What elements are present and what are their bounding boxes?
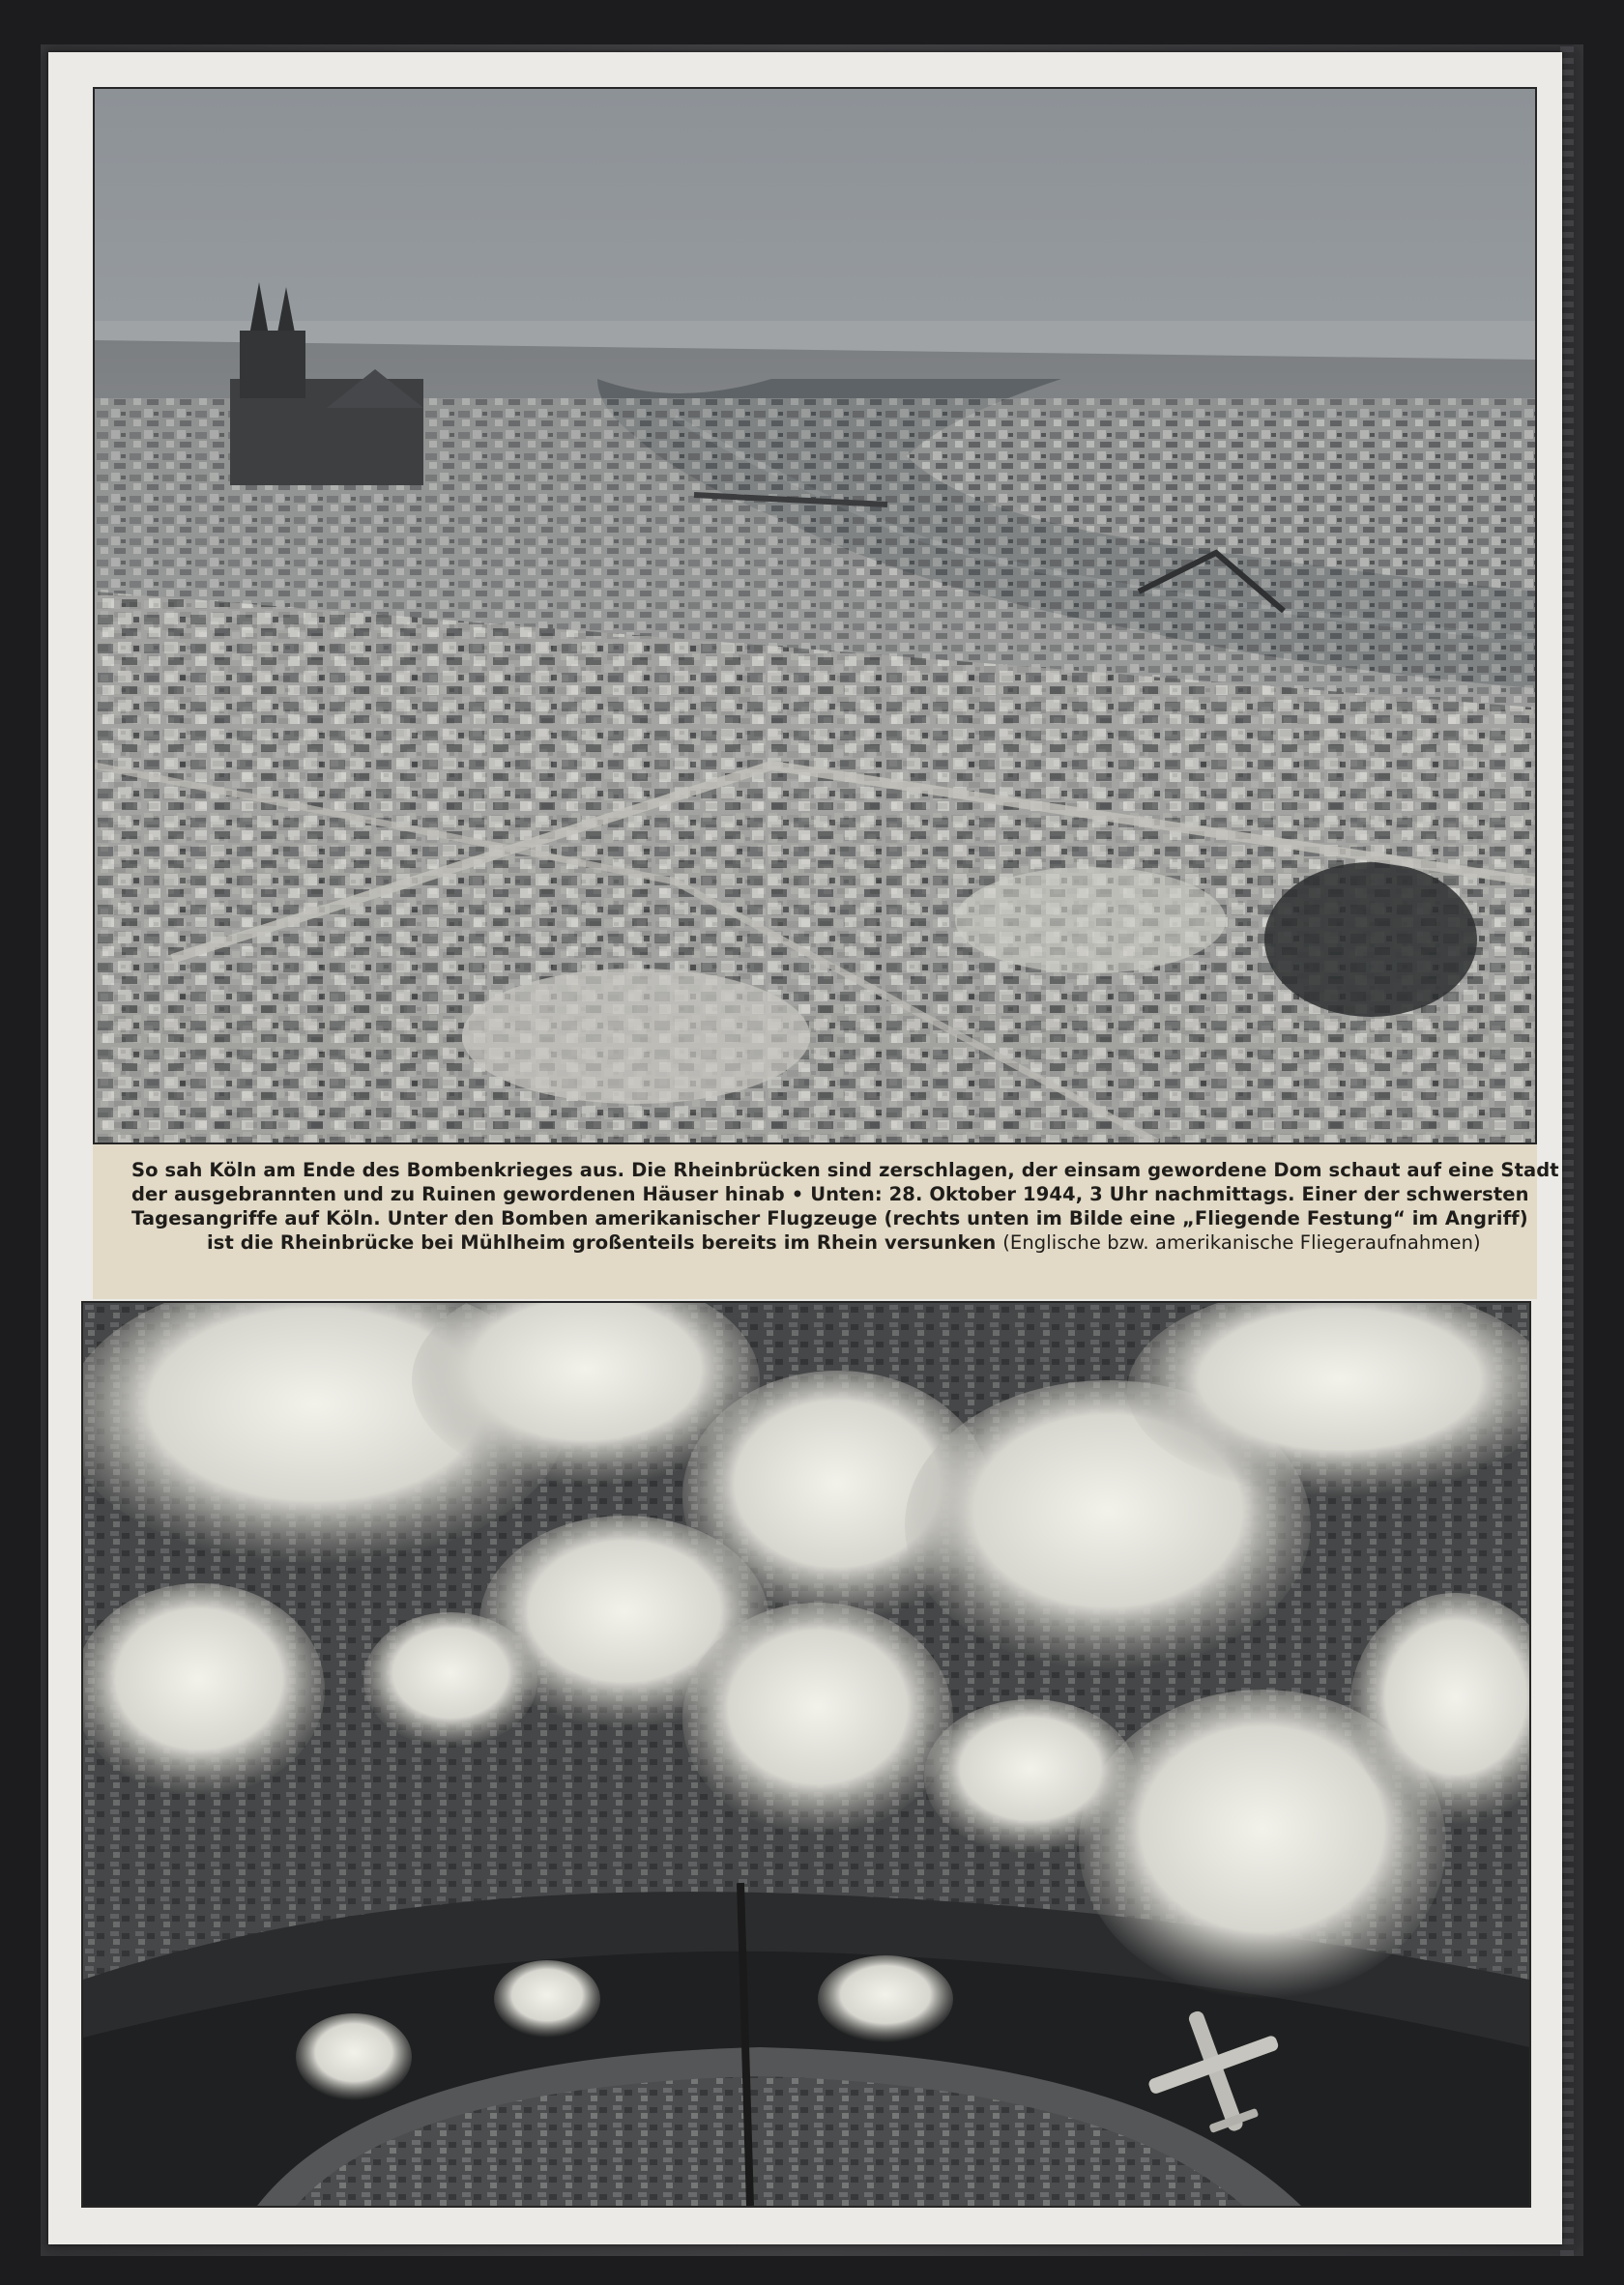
cologne-ruins-image: [95, 89, 1535, 1142]
caption-line-3: Tagesangriffe auf Köln. Unter den Bomben amerikanischer Flugzeuge (rechts unten im Bilde eine „Fliegende Festung“ im Angriff): [131, 1207, 1528, 1229]
caption-line-2: der ausgebrannten und zu Ruinen gewordenen Häuser hinab • Unten: 28. Oktober 1944, 3 Uhr nachmittags. Einer der schwersten: [131, 1183, 1529, 1205]
photo-caption: [131, 1158, 1559, 1255]
caption-line-4: [131, 1230, 1485, 1255]
caption-line-4-text: ist die Rheinbrücke bei Mühlheim großenteils bereits im Rhein versunken: [207, 1231, 997, 1254]
bombing-raid-image: [83, 1303, 1529, 2206]
album-page: [48, 52, 1562, 2244]
photo-credit: (Englische bzw. amerikanische Fliegeraufnahmen): [1002, 1231, 1481, 1254]
photo-bombing-raid: [81, 1301, 1531, 2208]
photo-cologne-ruins: [93, 87, 1537, 1144]
caption-line-1: So sah Köln am Ende des Bombenkrieges aus. Die Rheinbrücken sind zerschlagen, der einsam gewordene Dom schaut auf eine Stadt: [131, 1159, 1559, 1181]
sleeve-binding-edge: [1560, 44, 1574, 2256]
